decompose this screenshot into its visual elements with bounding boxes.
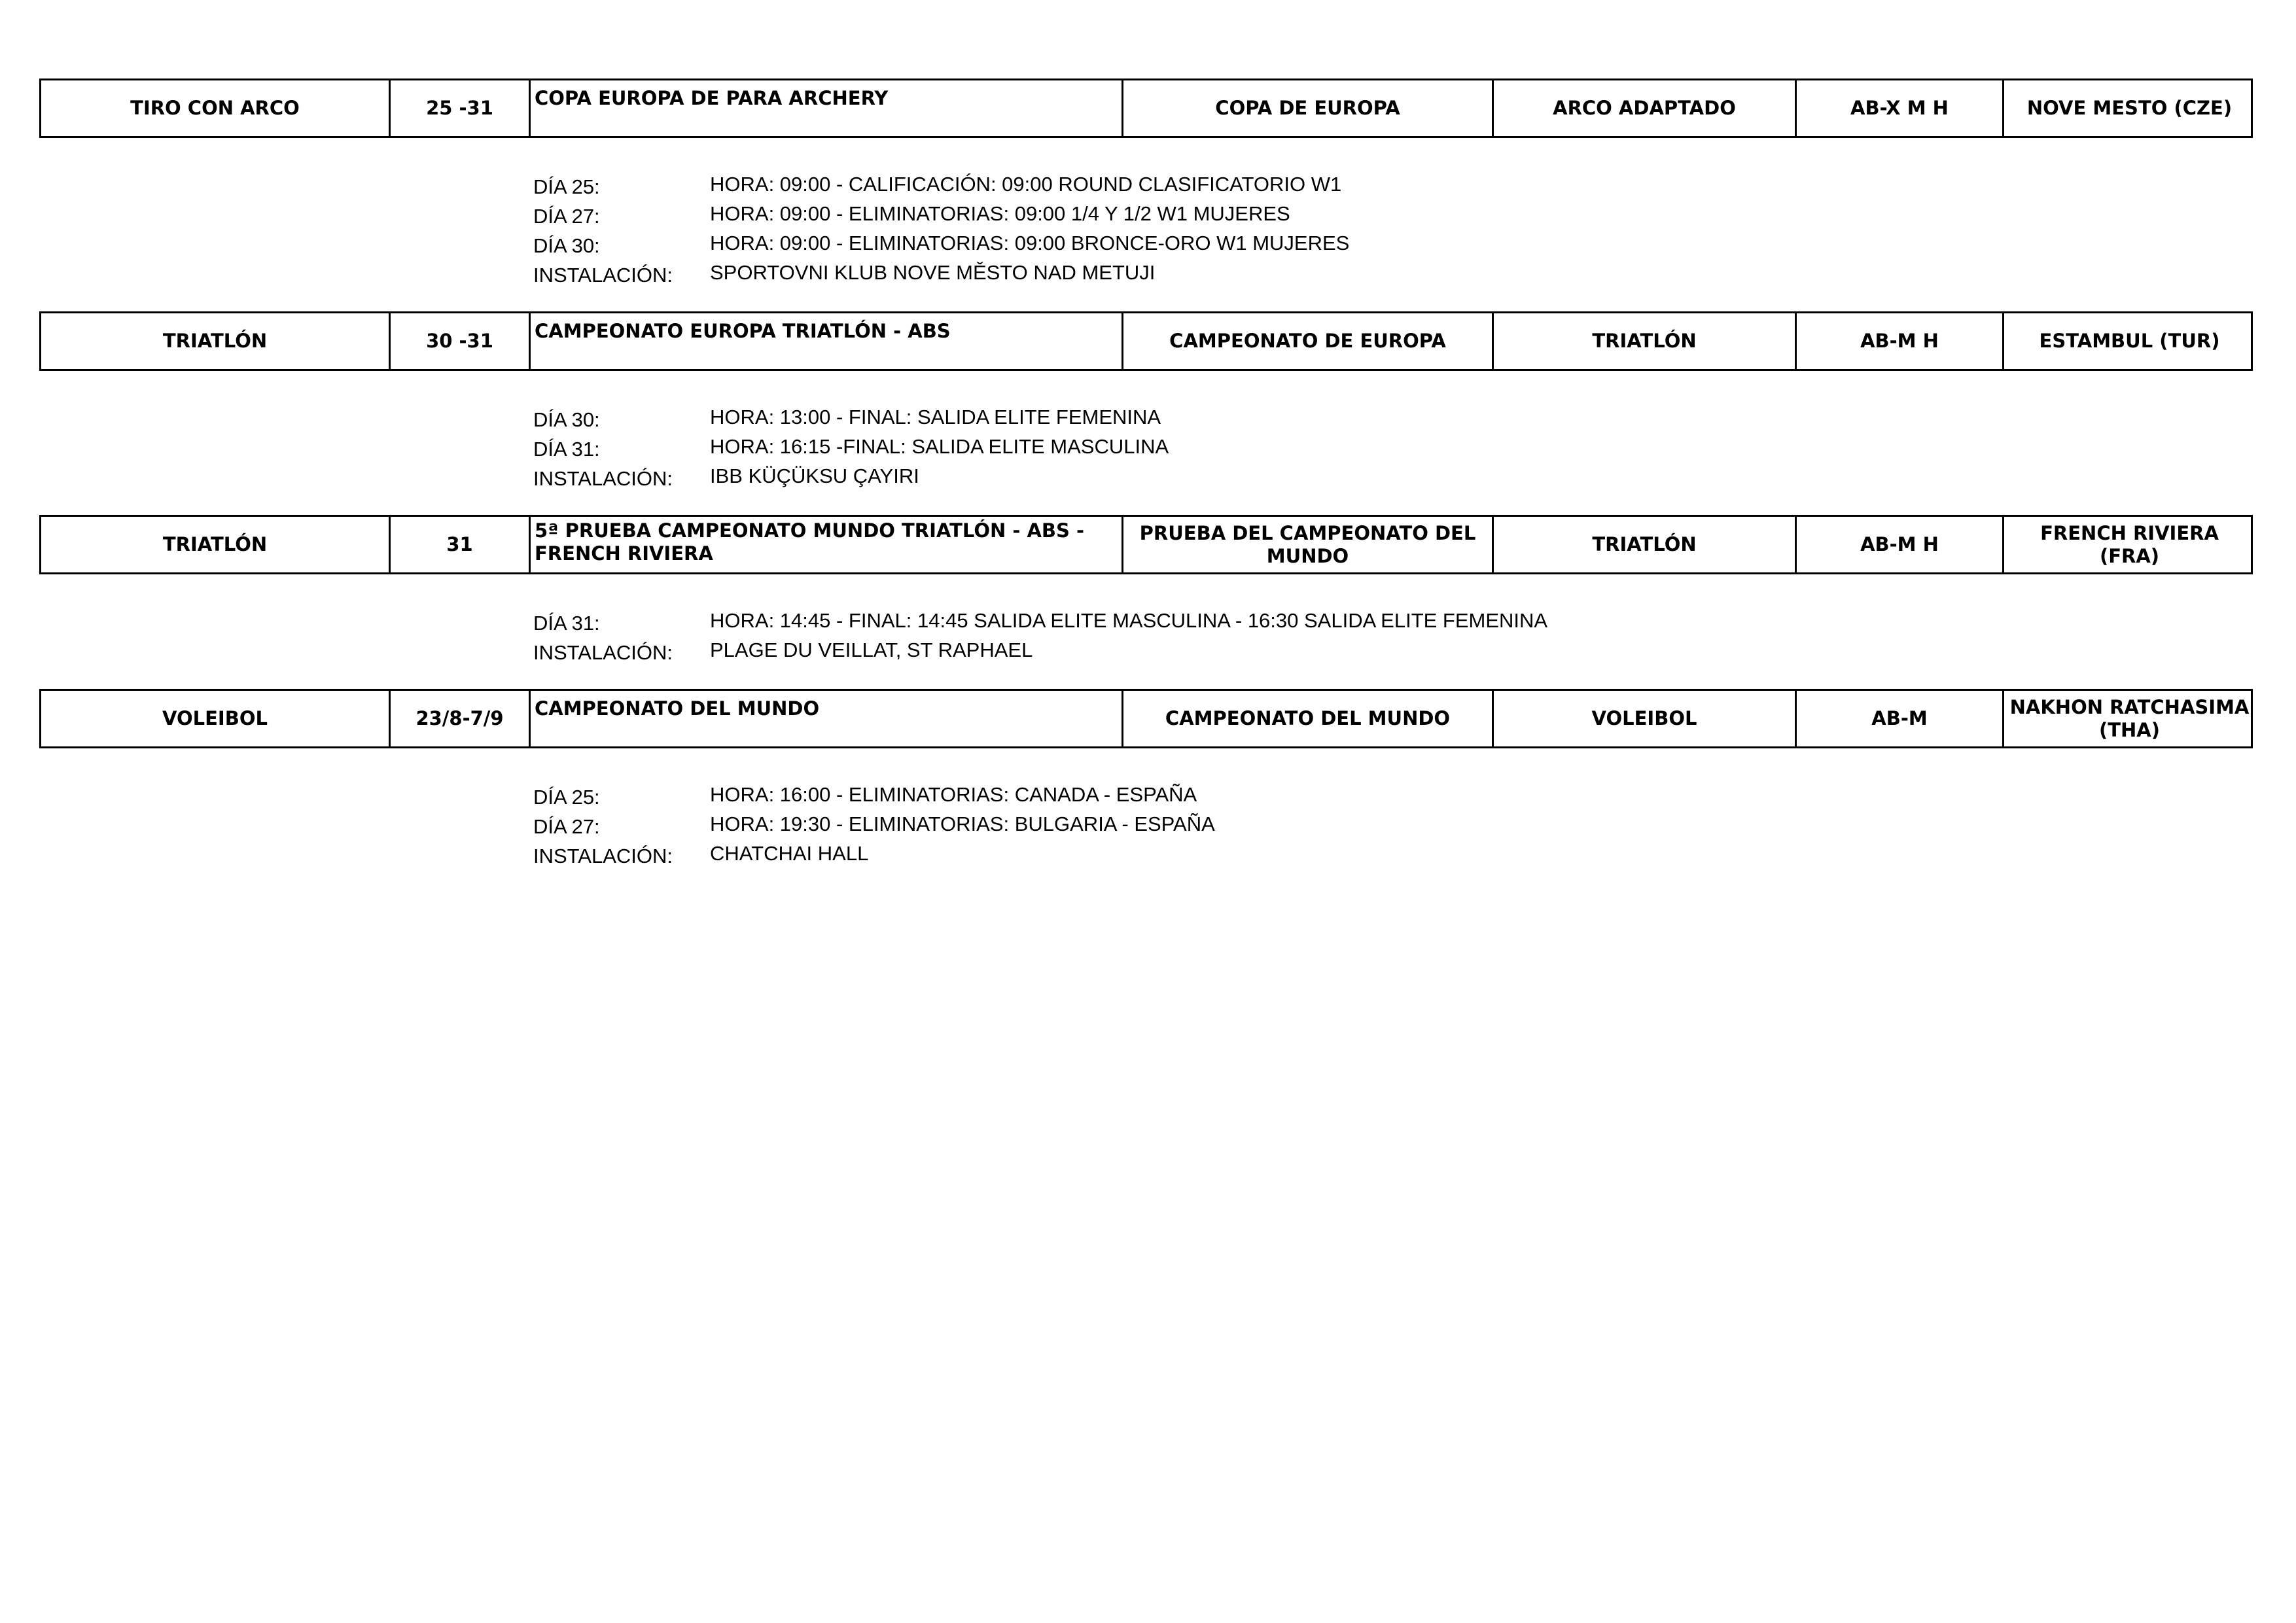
detail-label: DÍA 27: [533, 814, 600, 838]
discipline-cell: TRIATLÓN [1494, 517, 1797, 572]
location-cell: NAKHON RATCHASIMA (THA) [2009, 695, 2250, 741]
discipline-cell: ARCO ADAPTADO [1494, 80, 1797, 136]
event-details [533, 402, 2253, 491]
event-block [39, 515, 2253, 665]
location-cell: ESTAMBUL (TUR) [2039, 330, 2220, 352]
detail-label: DÍA 30: [533, 408, 600, 431]
dates-cell: 30 -31 [391, 313, 531, 369]
detail-value: HORA: 19:30 - ELIMINATORIAS: BULGARIA - ESPAÑA [710, 812, 1215, 835]
event-header-row [39, 311, 2253, 371]
event-header-row [39, 79, 2253, 138]
category-cell: AB-M H [1797, 313, 2004, 369]
detail-value: SPORTOVNI KLUB NOVE MĚSTO NAD METUJI [710, 260, 1156, 284]
detail-label: INSTALACIÓN: [533, 263, 673, 287]
discipline-cell: VOLEIBOL [1494, 691, 1797, 746]
competition-cell: CAMPEONATO EUROPA TRIATLÓN - ABS [531, 313, 1123, 369]
type-cell: CAMPEONATO DE EUROPA [1123, 313, 1494, 369]
detail-line [533, 199, 2253, 228]
detail-label: DÍA 31: [533, 611, 600, 635]
competition-cell: 5ª PRUEBA CAMPEONATO MUNDO TRIATLÓN - ABS - FRENCH RIVIERA [531, 517, 1123, 572]
sport-cell: TRIATLÓN [41, 517, 391, 572]
detail-line [533, 635, 2253, 665]
category-cell: AB-M H [1797, 517, 2004, 572]
detail-value: HORA: 16:15 -FINAL: SALIDA ELITE MASCULINA [710, 434, 1169, 458]
detail-label: DÍA 30: [533, 234, 600, 257]
detail-label: INSTALACIÓN: [533, 844, 673, 867]
detail-line [533, 606, 2253, 635]
detail-value: HORA: 09:00 - ELIMINATORIAS: 09:00 1/4 Y 1/2 W1 MUJERES [710, 201, 1290, 225]
detail-label: DÍA 25: [533, 785, 600, 809]
location-cell: FRENCH RIVIERA (FRA) [2040, 521, 2219, 567]
detail-line [533, 432, 2253, 461]
location-cell: NOVE MESTO (CZE) [2026, 97, 2233, 119]
category-cell: AB-M [1797, 691, 2004, 746]
detail-value: CHATCHAI HALL [710, 841, 869, 865]
detail-label: INSTALACIÓN: [533, 466, 673, 490]
event-header-row [39, 515, 2253, 574]
detail-label: INSTALACIÓN: [533, 640, 673, 664]
sport-cell: TRIATLÓN [41, 313, 391, 369]
detail-value: IBB KÜÇÜKSU ÇAYIRI [710, 464, 919, 487]
detail-label: DÍA 25: [533, 175, 600, 198]
competition-cell: CAMPEONATO DEL MUNDO [531, 691, 1123, 746]
sport-cell: VOLEIBOL [41, 691, 391, 746]
detail-line [533, 780, 2253, 809]
detail-value: HORA: 16:00 - ELIMINATORIAS: CANADA - ESPAÑA [710, 782, 1197, 806]
competition-cell: COPA EUROPA DE PARA ARCHERY [531, 80, 1123, 136]
detail-label: DÍA 31: [533, 437, 600, 461]
detail-line [533, 402, 2253, 432]
detail-line [533, 258, 2253, 287]
detail-line [533, 228, 2253, 258]
detail-line [533, 839, 2253, 868]
detail-value: PLAGE DU VEILLAT, ST RAPHAEL [710, 638, 1033, 661]
dates-cell: 23/8-7/9 [391, 691, 531, 746]
dates-cell: 25 -31 [391, 80, 531, 136]
detail-value: HORA: 13:00 - FINAL: SALIDA ELITE FEMENINA [710, 405, 1161, 428]
detail-value: HORA: 09:00 - ELIMINATORIAS: 09:00 BRONCE-ORO W1 MUJERES [710, 231, 1350, 254]
discipline-cell: TRIATLÓN [1494, 313, 1797, 369]
type-cell: PRUEBA DEL CAMPEONATO DEL MUNDO [1123, 517, 1494, 572]
event-details [533, 169, 2253, 287]
detail-value: HORA: 09:00 - CALIFICACIÓN: 09:00 ROUND CLASIFICATORIO W1 [710, 172, 1342, 196]
event-details [533, 780, 2253, 868]
event-details [533, 606, 2253, 665]
event-header-row [39, 689, 2253, 748]
type-cell: CAMPEONATO DEL MUNDO [1123, 691, 1494, 746]
type-cell: COPA DE EUROPA [1123, 80, 1494, 136]
detail-value: HORA: 14:45 - FINAL: 14:45 SALIDA ELITE MASCULINA - 16:30 SALIDA ELITE FEMENINA [710, 608, 1548, 632]
dates-cell: 31 [391, 517, 531, 572]
event-block [39, 689, 2253, 868]
detail-line [533, 461, 2253, 491]
detail-line [533, 169, 2253, 199]
event-block [39, 311, 2253, 491]
event-block [39, 79, 2253, 287]
category-cell: AB-X M H [1797, 80, 2004, 136]
sport-cell: TIRO CON ARCO [41, 80, 391, 136]
detail-line [533, 809, 2253, 839]
detail-label: DÍA 27: [533, 204, 600, 228]
